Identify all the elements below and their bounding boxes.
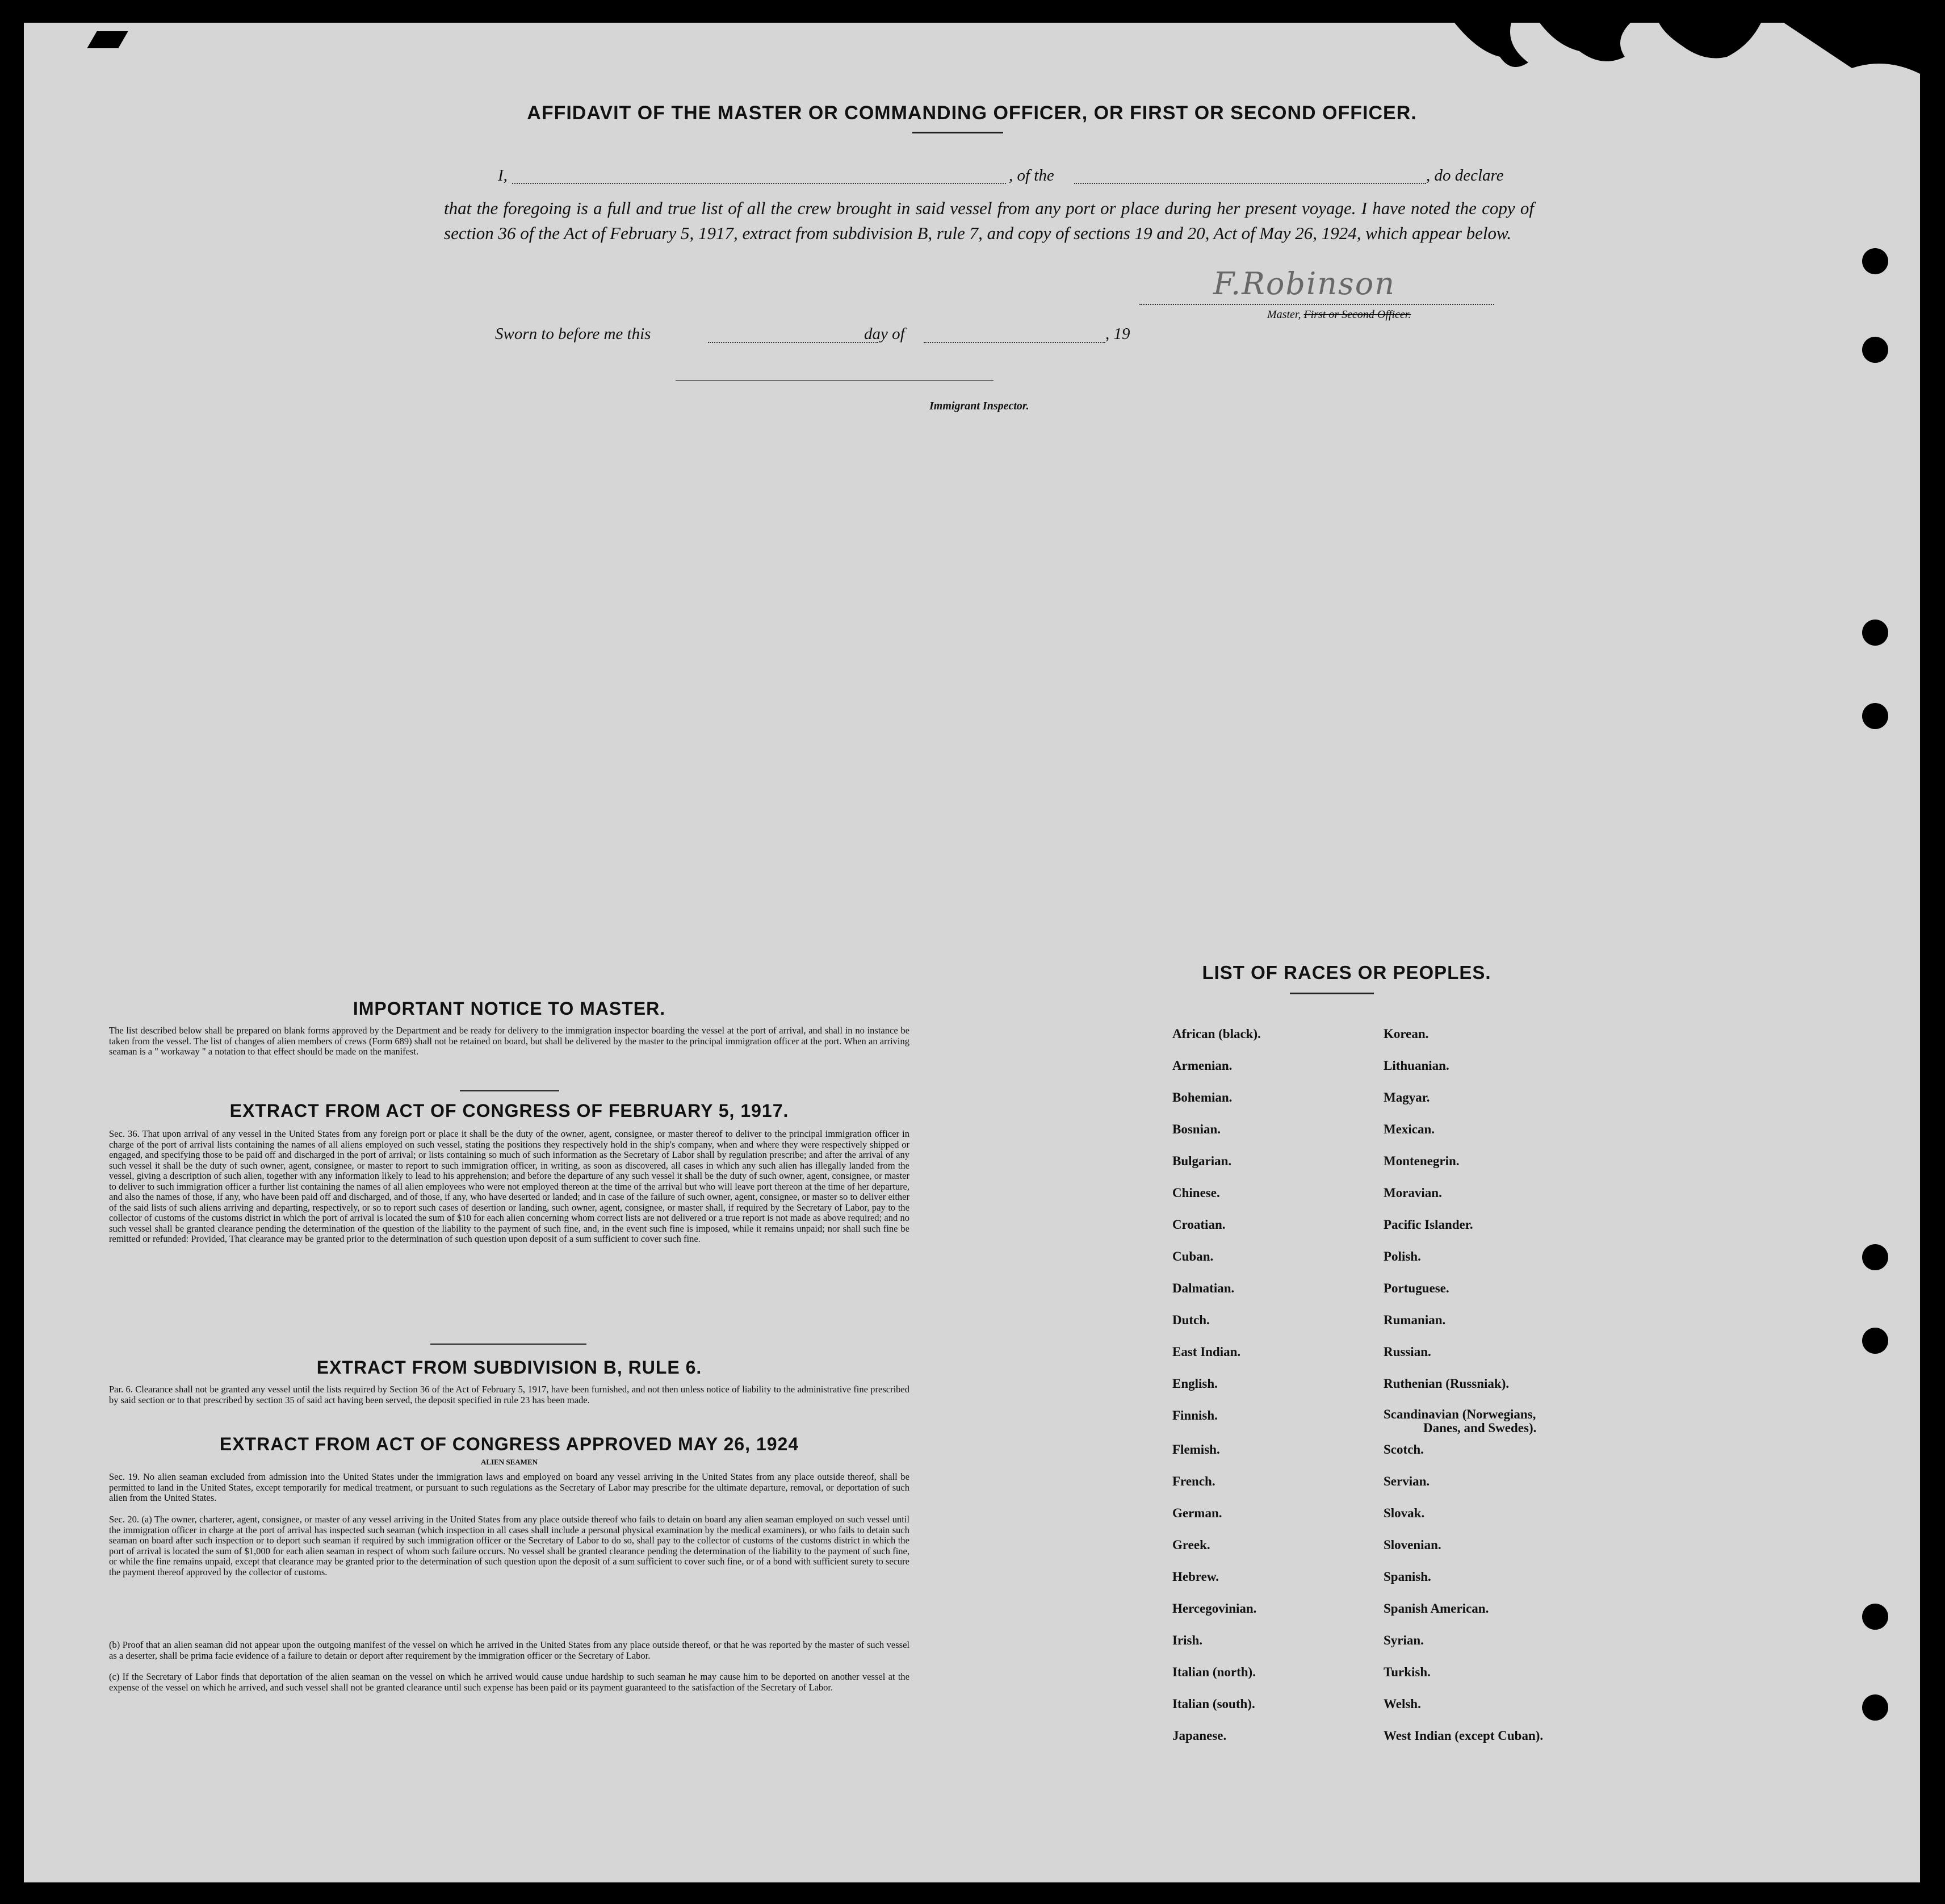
race-right-23: West Indian (except Cuban). <box>1384 1729 1544 1743</box>
signature-line[interactable] <box>1139 304 1494 305</box>
punch-hole-4 <box>1862 703 1888 729</box>
race-right-10: Rumanian. <box>1384 1313 1446 1327</box>
extract-1917-title: EXTRACT FROM ACT OF CONGRESS OF FEBRUARY 5, 1917. <box>229 1100 789 1121</box>
name-blank-line[interactable] <box>512 183 1006 184</box>
punch-hole-1 <box>1862 248 1888 274</box>
race-left-11: East Indian. <box>1172 1345 1241 1359</box>
extract-1924-title: EXTRACT FROM ACT OF CONGRESS APPROVED MAY 26, 1924 <box>219 1434 799 1454</box>
race-right-18: Spanish. <box>1384 1570 1431 1584</box>
race-left-14: Flemish. <box>1172 1442 1220 1457</box>
affidavit-do-declare-label: , do declare <box>1426 166 1504 185</box>
inspector-signature-line[interactable] <box>676 380 994 381</box>
sworn-prefix: Sworn to before me this <box>495 325 651 343</box>
extract-1924-para-2: Sec. 20. (a) The owner, charterer, agent, consignee, or master of any vessel arriving in the United States from any place outside thereof who fails to detain on board any alien seaman employed on such vessel until the immigration officer in charge at the port of arrival has inspected such seaman (which inspection in all cases shall include a personal physical examination by the medical examiners), or who fails to detain such seaman on board after such inspection or to deport such seaman if required by such immigration officer or the Secretary of Labor to do so, shall pay to the collector of customs of the customs district in which the port of arrival is located the sum of $1,000 for each alien seaman in respect of whom such failure occurs. No vessel shall be granted clearance pending the determination of the liability to the payment of such fine, or while the fine remains unpaid, except that clearance may be granted prior to the determination of such question upon the deposit of a sum sufficient to cover such fine, or of a bond with sufficient surety to secure the payment thereof approved by the collector of customs. <box>109 1514 909 1577</box>
punch-hole-7 <box>1862 1604 1888 1630</box>
race-left-8: Cuban. <box>1172 1249 1214 1263</box>
race-left-2: Armenian. <box>1172 1058 1233 1073</box>
notice-title: IMPORTANT NOTICE TO MASTER. <box>353 998 666 1019</box>
race-left-5: Bulgarian. <box>1172 1154 1232 1168</box>
race-left-19: Hercegovinian. <box>1172 1601 1257 1616</box>
divider-1 <box>460 1090 559 1091</box>
divider-2 <box>430 1344 586 1345</box>
sworn-year: , 19 <box>1105 325 1130 343</box>
title-underline <box>912 132 1003 133</box>
affidavit-of-the-label: , of the <box>1009 166 1054 185</box>
affidavit-title: AFFIDAVIT OF THE MASTER OR COMMANDING OFFICER, OR FIRST OR SECOND OFFICER. <box>527 102 1417 124</box>
signer-struck-label: First or Second Officer. <box>1303 308 1411 321</box>
notice-text: The list described below shall be prepared on blank forms approved by the Department and be ready for delivery to the immigration inspector boarding the vessel at the port of arrival, and shall in no instance be taken from the vessel. The list of changes of alien members of crews (Form 689) shall not be retained on board, but shall be delivered by the master to the principal immigration officer at the port. When an arriving seaman is a " workaway " a notation to that effect should be made on the manifest. <box>109 1025 909 1057</box>
race-left-9: Dalmatian. <box>1172 1281 1235 1295</box>
signer-master-label: Master, <box>1267 308 1301 321</box>
race-left-15: French. <box>1172 1474 1215 1488</box>
race-right-1: Korean. <box>1384 1027 1429 1041</box>
race-right-19: Spanish American. <box>1384 1601 1489 1616</box>
race-right-4: Mexican. <box>1384 1122 1435 1136</box>
punch-hole-8 <box>1862 1694 1888 1721</box>
race-right-12: Ruthenian (Russniak). <box>1384 1376 1510 1391</box>
race-right-17: Slovenian. <box>1384 1538 1441 1552</box>
race-left-21: Italian (north). <box>1172 1665 1256 1679</box>
race-right-13: Scandinavian (Norwegians, <box>1384 1407 1536 1421</box>
race-left-22: Italian (south). <box>1172 1697 1255 1711</box>
master-signature: F.Robinson <box>1213 266 1396 302</box>
race-right-2: Lithuanian. <box>1384 1058 1449 1073</box>
extract-1924-para-4: (c) If the Secretary of Labor finds that deportation of the alien seaman on the vessel on which he arrived would cause undue hardship to such seaman he may cause him to be deported on another vessel at the expense of the vessel on which he arrived, and such vessel shall not be granted clearance until such expense has been paid or its payment guaranteed to the satisfaction of the Secretary of Labor. <box>109 1671 909 1693</box>
race-right-3: Magyar. <box>1384 1090 1430 1104</box>
race-left-13: Finnish. <box>1172 1408 1218 1422</box>
punch-hole-2 <box>1862 337 1888 363</box>
race-right-13-cont: Danes, and Swedes). <box>1423 1421 1537 1435</box>
extract-1924-para-1: Sec. 19. No alien seaman excluded from admission into the United States under the immigration laws and employed on board any vessel arriving in the United States from any place outside thereof, shall be permitted to land in the United States, except temporarily for medical treatment, or pursuant to such regulations as the Secretary of Labor may prescribe for the ultimate departure, removal, or deportation of such alien from the United States. <box>109 1471 909 1503</box>
affidavit-paragraph: that the foregoing is a full and true list of all the crew brought in said vessel from any port or place during her present voyage. I have noted the copy of section 36 of the Act of February 5, 1917, extract from subdivision B, rule 7, and copy of sections 19 and 20, Act of May 26, 1924, which appear below. <box>444 198 1534 243</box>
race-right-16: Slovak. <box>1384 1506 1425 1520</box>
race-right-20: Syrian. <box>1384 1633 1424 1647</box>
race-right-7: Pacific Islander. <box>1384 1217 1473 1232</box>
race-left-6: Chinese. <box>1172 1186 1220 1200</box>
form-sheet <box>24 23 1920 1882</box>
race-right-15: Servian. <box>1384 1474 1430 1488</box>
punch-hole-5 <box>1862 1244 1888 1270</box>
punch-hole-3 <box>1862 620 1888 646</box>
punch-hole-6 <box>1862 1328 1888 1354</box>
race-right-14: Scotch. <box>1384 1442 1424 1457</box>
sworn-month-blank[interactable] <box>924 342 1105 343</box>
race-left-3: Bohemian. <box>1172 1090 1233 1104</box>
race-right-5: Montenegrin. <box>1384 1154 1460 1168</box>
race-right-9: Portuguese. <box>1384 1281 1449 1295</box>
race-left-7: Croatian. <box>1172 1217 1226 1232</box>
race-right-11: Russian. <box>1384 1345 1431 1359</box>
inspector-label: Immigrant Inspector. <box>929 400 1029 412</box>
sworn-day-blank[interactable] <box>708 342 878 343</box>
race-left-23: Japanese. <box>1172 1729 1227 1743</box>
extract-1924-para-3: (b) Proof that an alien seaman did not appear upon the outgoing manifest of the vessel on which he arrived in the United States from any place outside thereof, or that he was reported by the master of such vessel as a deserter, shall be prima facie evidence of a failure to detain or deport after requirement by the immigration officer or the Secretary of Labor. <box>109 1639 909 1661</box>
race-left-1: African (black). <box>1172 1027 1261 1041</box>
rule6-title: EXTRACT FROM SUBDIVISION B, RULE 6. <box>316 1357 702 1378</box>
race-left-17: Greek. <box>1172 1538 1210 1552</box>
race-right-6: Moravian. <box>1384 1186 1442 1200</box>
rule6-text: Par. 6. Clearance shall not be granted any vessel until the lists required by Section 36 of the Act of February 5, 1917, have been furnished, and not then unless notice of liability to the administrative fine prescribed by said section or to that prescribed by section 35 of said act having been served, the deposit specified in rule 23 has been made. <box>109 1384 909 1405</box>
race-left-10: Dutch. <box>1172 1313 1210 1327</box>
sworn-day-of: day of <box>864 325 905 343</box>
extract-1917-text: Sec. 36. That upon arrival of any vessel in the United States from any foreign port or place it shall be the duty of the owner, agent, consignee, or master thereof to deliver to the principal immigration officer in charge of the port of arrival lists containing the names of all aliens employed on such vessel, stating the positions they respectively hold in the ship's company, when and where they were respectively shipped or engaged, and specifying those to be paid off and discharged in the port of arrival; or lists containing so much of such information as the Secretary of Labor shall by regulation prescribe; and after the arrival of any such vessel it shall be the duty of such owner, agent, consignee, or master to report to such immigration officer, in writing, as soon as discovered, all cases in which any such alien has illegally landed from the vessel, giving a description of such alien, together with any information likely to lead to his apprehension; and before the departure of any such vessel it shall be the duty of such owner, agent, consignee, or master to deliver to such immigration officer a further list containing the names of all alien employees who were not employed thereon at the time of the arrival but who will leave port thereon at the time of her departure, and also the names of those, if any, who have been paid off and discharged, and of those, if any, who have deserted or landed; and in case of the failure of such owner, agent, consignee, or master so to deliver either of the said lists of such aliens arriving and departing, respectively, or so to report such cases of desertion or landing, such owner, agent, consignee, or master shall, if required by the Secretary of Labor, pay to the collector of customs of the customs district in which the port of arrival is located the sum of $10 for each alien concerning whom correct lists are not delivered or a true report is not made as above required; and no such vessel shall be granted clearance pending the determination of the question of the liability to the payment of such fine, and, in the event such fine is imposed, while it remains unpaid; nor shall such fine be remitted or refunded: Provided, That clearance may be granted prior to the determination of such question upon deposit of a sum sufficient to cover such fine. <box>109 1128 909 1244</box>
race-left-4: Bosnian. <box>1172 1122 1221 1136</box>
races-title-underline <box>1290 993 1374 994</box>
corner-tear-mark <box>87 31 128 48</box>
race-right-21: Turkish. <box>1384 1665 1431 1679</box>
vessel-blank-line[interactable] <box>1074 183 1426 184</box>
torn-edge-mark <box>1443 23 1920 97</box>
race-right-22: Welsh. <box>1384 1697 1421 1711</box>
affidavit-i-label: I, <box>498 166 508 185</box>
signer-title <box>1267 308 1411 321</box>
races-title: LIST OF RACES OR PEOPLES. <box>1202 962 1491 983</box>
alien-seamen-subtitle: ALIEN SEAMEN <box>480 1458 538 1466</box>
race-right-8: Polish. <box>1384 1249 1421 1263</box>
race-left-18: Hebrew. <box>1172 1570 1219 1584</box>
race-left-12: English. <box>1172 1376 1218 1391</box>
race-left-20: Irish. <box>1172 1633 1203 1647</box>
race-left-16: German. <box>1172 1506 1222 1520</box>
